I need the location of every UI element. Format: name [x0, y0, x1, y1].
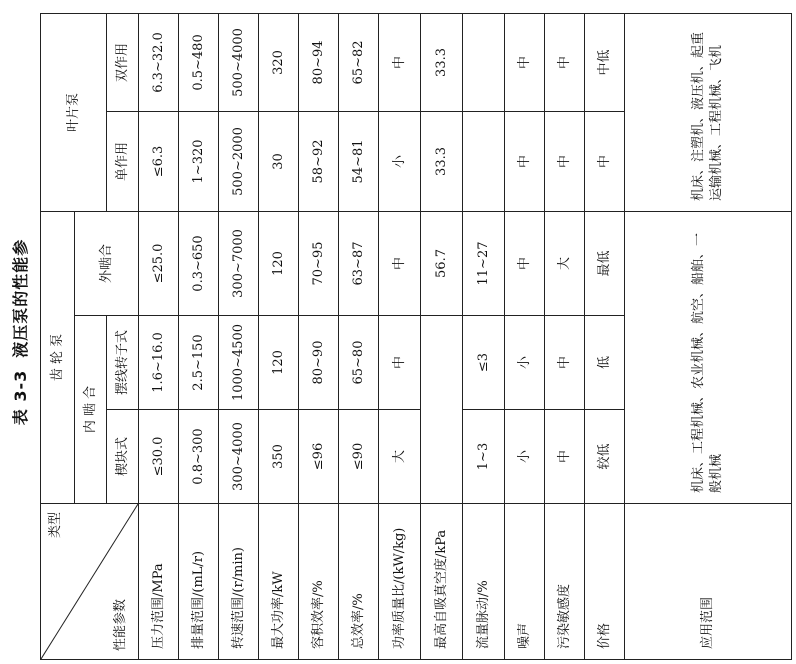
value-cell: 较低	[585, 410, 625, 504]
value-cell: 300~7000	[219, 211, 259, 315]
value-cell: 65~82	[339, 13, 379, 111]
value-cell: 中	[505, 111, 545, 211]
param-label: 噪声	[505, 504, 545, 660]
value-cell: 500~2000	[219, 111, 259, 211]
table-row	[179, 13, 219, 659]
value-cell: 56.7	[421, 211, 463, 315]
corner-type-label: 类型	[48, 512, 63, 539]
table-row	[505, 13, 545, 659]
vane-application-cell: 机床、注塑机、液压机、起重运输机械、工程机械、飞机	[625, 13, 792, 211]
type-gerotor: 摆线转子式	[107, 316, 139, 410]
param-label: 压力范围/MPa	[139, 504, 179, 660]
value-cell: 500~4000	[219, 13, 259, 111]
value-cell: 小	[505, 316, 545, 410]
gear-pump-header: 齿 轮 泵	[41, 211, 75, 503]
param-label: 价格	[585, 504, 625, 660]
value-cell: ≤30.0	[139, 410, 179, 504]
value-cell: 中	[545, 13, 585, 111]
param-label: 流量脉动/%	[463, 504, 505, 660]
value-cell: 中	[505, 211, 545, 315]
table-row	[625, 13, 792, 659]
value-cell: 中	[545, 111, 585, 211]
value-cell: 30	[259, 111, 299, 211]
value-cell: 11~27	[463, 211, 505, 315]
type-external-gear: 外啮合	[75, 211, 139, 315]
value-cell-merged	[421, 316, 463, 504]
value-cell: 中低	[585, 13, 625, 111]
type-double-acting: 双作用	[107, 13, 139, 111]
table-caption	[0, 0, 38, 664]
value-cell: 0.5~480	[179, 13, 219, 111]
value-cell: 80~94	[299, 13, 339, 111]
param-label: 最高自吸真空度/kPa	[421, 504, 463, 660]
table-row	[139, 13, 179, 659]
value-cell: 中	[379, 316, 421, 410]
value-cell: 中	[505, 13, 545, 111]
value-cell: ≤90	[339, 410, 379, 504]
value-cell: 33.3	[421, 13, 463, 111]
value-cell: 0.8~300	[179, 410, 219, 504]
table-row	[259, 13, 299, 659]
table-row	[545, 13, 585, 659]
value-cell: 低	[585, 316, 625, 410]
value-cell: 小	[505, 410, 545, 504]
value-cell: 1.6~16.0	[139, 316, 179, 410]
value-cell: ≤3	[463, 316, 505, 410]
param-label: 容积效率/%	[299, 504, 339, 660]
value-cell: 中	[585, 111, 625, 211]
value-cell: 中	[379, 211, 421, 315]
value-cell: 1000~4500	[219, 316, 259, 410]
value-cell	[463, 13, 505, 111]
gear-application-cell: 机床、工程机械、农业机械、航空、船舶、一般机械	[625, 211, 792, 503]
pump-performance-table	[40, 13, 792, 660]
param-label: 总效率/%	[339, 504, 379, 660]
table-row	[421, 13, 463, 659]
param-label: 最大功率/kW	[259, 504, 299, 660]
param-label: 污染敏感度	[545, 504, 585, 660]
internal-gear-header: 内 啮 合	[75, 316, 107, 504]
header-corner-cell	[41, 504, 139, 660]
table-row	[339, 13, 379, 659]
table-row	[219, 13, 259, 659]
value-cell: ≤25.0	[139, 211, 179, 315]
value-cell: 中	[545, 316, 585, 410]
value-cell: 大	[379, 410, 421, 504]
param-label: 转速范围/(r/min)	[219, 504, 259, 660]
value-cell: 70~95	[299, 211, 339, 315]
value-cell: 1~3	[463, 410, 505, 504]
param-label: 排量范围/(mL/r)	[179, 504, 219, 660]
table-row	[379, 13, 421, 659]
table-row	[299, 13, 339, 659]
value-cell: 大	[545, 211, 585, 315]
type-single-acting: 单作用	[107, 111, 139, 211]
value-cell: 1~320	[179, 111, 219, 211]
value-cell: 33.3	[421, 111, 463, 211]
value-cell: ≤6.3	[139, 111, 179, 211]
corner-param-label: 性能参数	[113, 598, 129, 651]
table-row	[585, 13, 625, 659]
table-title: 液压泵的性能参	[10, 238, 30, 358]
value-cell: 54~81	[339, 111, 379, 211]
value-cell: 80~90	[299, 316, 339, 410]
value-cell: 小	[379, 111, 421, 211]
value-cell: 300~4000	[219, 410, 259, 504]
value-cell: 6.3~32.0	[139, 13, 179, 111]
value-cell: 120	[259, 316, 299, 410]
value-cell	[463, 111, 505, 211]
table-row	[463, 13, 505, 659]
value-cell: 320	[259, 13, 299, 111]
value-cell: 0.3~650	[179, 211, 219, 315]
param-label: 应用范围	[625, 504, 792, 660]
value-cell: 中	[545, 410, 585, 504]
value-cell: 65~80	[339, 316, 379, 410]
param-label: 功率质量比/(kW/kg)	[379, 504, 421, 660]
value-cell: 58~92	[299, 111, 339, 211]
value-cell: 2.5~150	[179, 316, 219, 410]
table-number: 表 3-3	[10, 369, 30, 426]
value-cell: 63~87	[339, 211, 379, 315]
vane-pump-header: 叶片泵	[41, 13, 107, 211]
value-cell: 120	[259, 211, 299, 315]
value-cell: 中	[379, 13, 421, 111]
value-cell: 最低	[585, 211, 625, 315]
value-cell: 350	[259, 410, 299, 504]
type-wedge: 楔块式	[107, 410, 139, 504]
value-cell: ≤96	[299, 410, 339, 504]
